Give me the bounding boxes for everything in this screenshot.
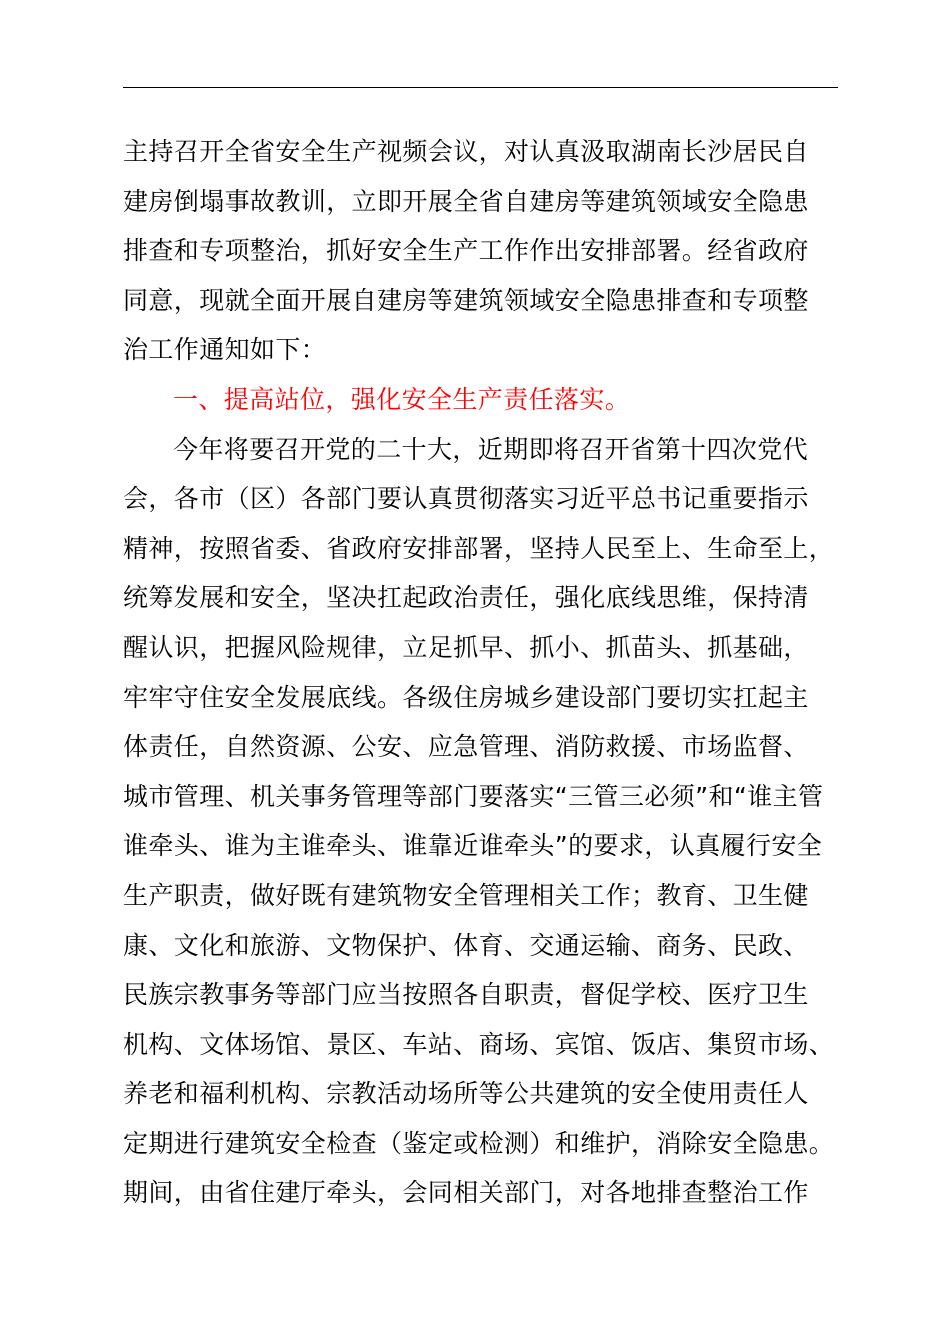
text-line: 醒认识，把握风险规律，立足抓早、抓小、抓苗头、抓基础， [123,632,809,662]
text-line: 机构、文体场馆、景区、车站、商场、宾馆、饭店、集贸市场、 [123,1029,835,1059]
header-rule [123,87,838,88]
text-line: 城市管理、机关事务管理等部门要落实“三管三必须”和“谁主管 [123,781,824,811]
text-line: 会，各市（区）各部门要认真贯彻落实习近平总书记重要指示 [123,484,809,514]
text-line: 定期进行建筑安全检查（鉴定或检测）和维护，消除安全隐患。 [123,1128,835,1158]
document-body [123,127,873,1218]
text-line: 排查和专项整治，抓好安全生产工作作出安排部署。经省政府 [123,236,809,266]
text-line: 期间，由省住建厅牵头，会同相关部门，对各地排查整治工作 [123,1178,809,1208]
text-line: 同意，现就全面开展自建房等建筑领域安全隐患排查和专项整 [123,285,809,315]
text-line: 体责任，自然资源、公安、应急管理、消防救援、市场监督、 [123,732,809,762]
text-line: 民族宗教事务等部门应当按照各自职责，督促学校、医疗卫生 [123,980,809,1010]
text-line: 生产职责，做好既有建筑物安全管理相关工作；教育、卫生健 [123,880,809,910]
text-line: 统筹发展和安全，坚决扛起政治责任，强化底线思维，保持清 [123,583,809,613]
text-line: 治工作通知如下： [123,335,327,365]
text-line: 建房倒塌事故教训，立即开展全省自建房等建筑领域安全隐患 [123,186,809,216]
text-line: 谁牵头、谁为主谁牵头、谁靠近谁牵头”的要求，认真履行安全 [123,831,823,861]
text-line: 康、文化和旅游、文物保护、体育、交通运输、商务、民政、 [123,930,809,960]
text-line: 精神，按照省委、省政府安排部署，坚持人民至上、生命至上， [123,533,835,563]
text-line: 养老和福利机构、宗教活动场所等公共建筑的安全使用责任人 [123,1079,809,1109]
paragraph-first-line: 今年将要召开党的二十大，近期即将召开省第十四次党代 [173,434,809,464]
section-heading: 一、提高站位，强化安全生产责任落实。 [173,384,631,414]
text-line: 牢牢守住安全发展底线。各级住房城乡建设部门要切实扛起主 [123,682,809,712]
text-line: 主持召开全省安全生产视频会议，对认真汲取湖南长沙居民自 [123,137,809,166]
